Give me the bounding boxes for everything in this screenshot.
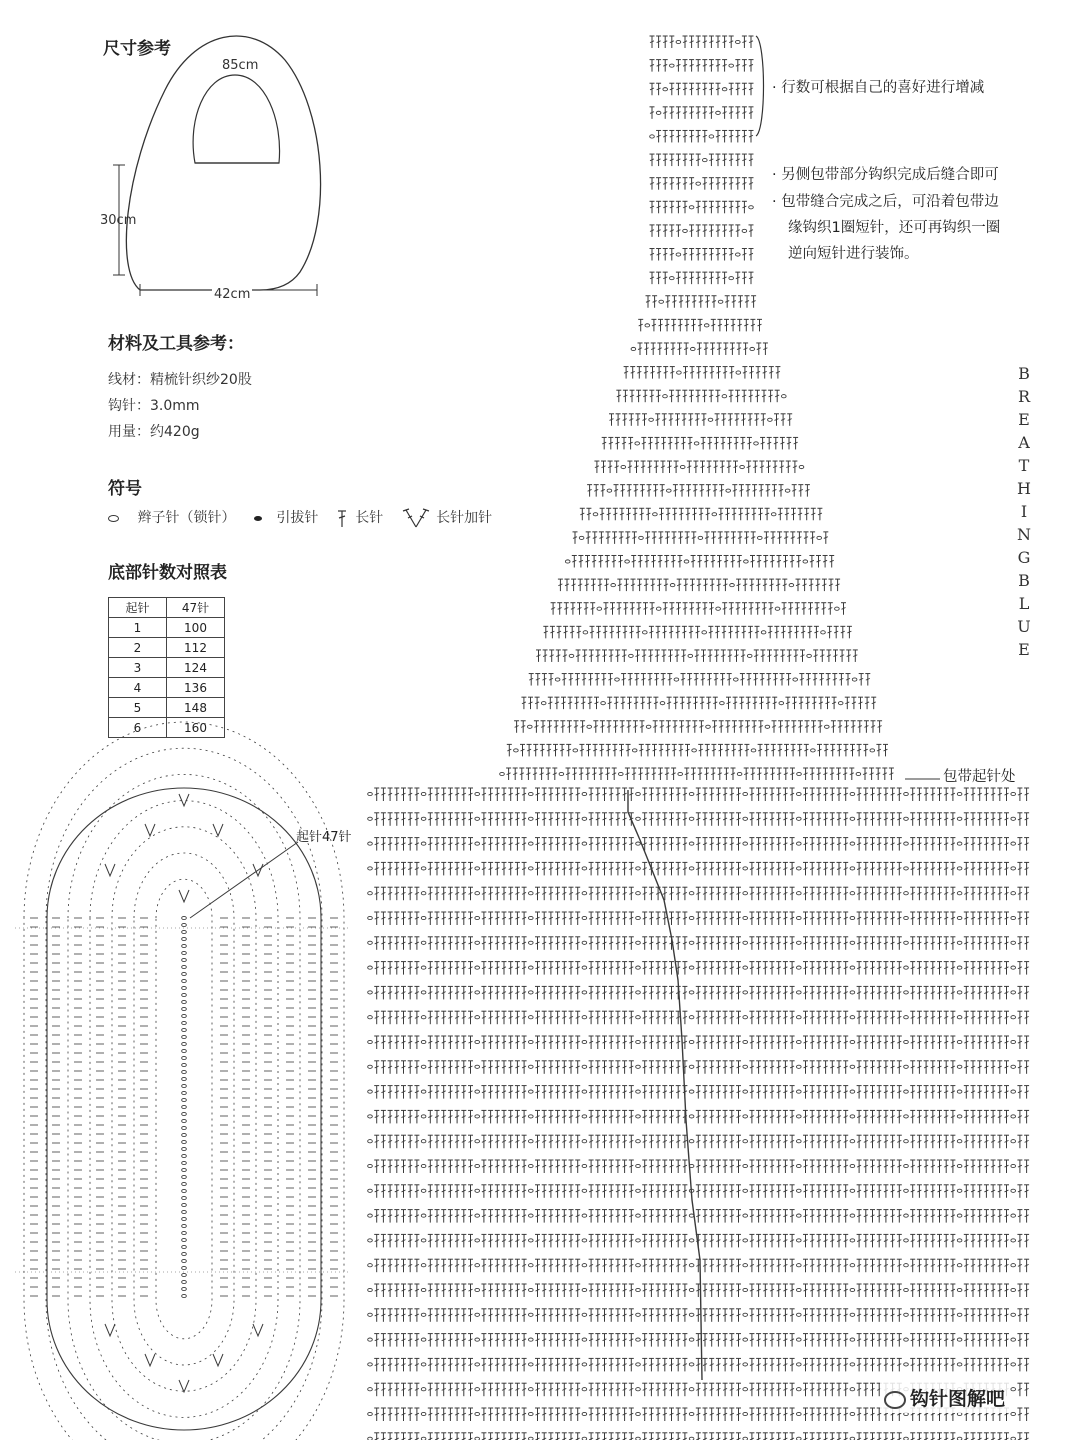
table-header-cell: 47针: [167, 598, 225, 618]
strap-row: [650, 272, 754, 284]
wechat-icon: [884, 1391, 906, 1409]
strap-row: [650, 107, 754, 119]
note-other-side: · 另侧包带部分钩织完成后缝合即可: [772, 167, 999, 183]
strap-row: [650, 154, 754, 166]
strap-row: [558, 579, 840, 591]
strap-row: [594, 461, 803, 473]
body-row: [368, 937, 1029, 950]
base-table-title: 底部针数对照表: [108, 563, 227, 583]
strap-row: [565, 555, 834, 567]
table-cell: 160: [167, 718, 225, 738]
body-row: [368, 1086, 1029, 1099]
strap-row: [650, 249, 754, 261]
body-row: [368, 1309, 1029, 1322]
materials-title: 材料及工具参考：: [108, 334, 244, 354]
body-row: [368, 1061, 1029, 1074]
height-label: 30cm: [100, 213, 137, 228]
body-row: [368, 887, 1029, 900]
table-cell: 4: [109, 678, 167, 698]
table-cell: 100: [167, 618, 225, 638]
strap-row: [646, 296, 757, 308]
strap-row: [650, 178, 754, 190]
symbols-title: 符号: [108, 479, 142, 499]
strap-row: [573, 532, 829, 544]
body-row: [368, 962, 1029, 975]
table-cell: 5: [109, 698, 167, 718]
body-row: [368, 1185, 1029, 1198]
strap-row: [624, 367, 781, 379]
body-row: [368, 813, 1029, 826]
strap-row: [631, 343, 768, 355]
strap-row: [650, 36, 754, 48]
body-row: [368, 912, 1029, 925]
slip-stitch-label: 引拔针: [276, 510, 319, 526]
table-cell: 136: [167, 678, 225, 698]
body-rows: [368, 788, 1029, 1440]
strap-row: [507, 744, 888, 756]
strap-row: [638, 319, 762, 331]
body-row: [368, 1210, 1029, 1223]
strap-row: [529, 674, 871, 686]
double-crochet-increase-label: 长针加针: [436, 510, 493, 526]
strap-row: [616, 390, 786, 402]
table-cell: 3: [109, 658, 167, 678]
note-edging-2: 缘钩织1圈短针，还可再钩织一圈: [788, 220, 1001, 236]
body-row: [368, 1160, 1029, 1173]
strap-row: [587, 485, 810, 497]
note-rows: · 行数可根据自己的喜好进行增减: [772, 80, 985, 96]
body-row: [368, 1011, 1029, 1024]
brand-vertical-text: B R E A T H I N G B L U E: [1017, 364, 1031, 659]
body-row: [368, 1110, 1029, 1123]
body-row: [368, 788, 1029, 801]
strap-length-label: 85cm: [222, 58, 259, 73]
width-label: 42cm: [214, 287, 251, 302]
body-row: [368, 1135, 1029, 1148]
strap-rows: [500, 36, 894, 780]
body-row: [368, 838, 1029, 851]
table-cell: 112: [167, 638, 225, 658]
body-row: [368, 1259, 1029, 1272]
table-header-cell: 起针: [109, 598, 167, 618]
strap-row: [536, 650, 858, 662]
body-row: [368, 862, 1029, 875]
body-row: [368, 1334, 1029, 1347]
strap-row: [514, 721, 882, 733]
strap-row: [650, 225, 754, 237]
table-cell: 2: [109, 638, 167, 658]
watermark-text: 钩针图解吧: [880, 1382, 1009, 1413]
strap-row: [580, 508, 823, 520]
body-row: [368, 1433, 1029, 1440]
strap-row: [521, 697, 876, 709]
strap-row: [609, 414, 792, 426]
strap-row: [650, 130, 754, 142]
table-cell: 148: [167, 698, 225, 718]
double-crochet-label: 长针: [355, 510, 384, 526]
strap-row: [543, 626, 852, 638]
strap-row: [602, 437, 798, 449]
body-row: [368, 1284, 1029, 1297]
chain-stitch-label: 辫子针（锁针）: [137, 510, 236, 526]
start-chain-label: 起针47针: [296, 830, 352, 845]
table-cell: 1: [109, 618, 167, 638]
table-cell: 6: [109, 718, 167, 738]
note-edging-1: · 包带缝合完成之后，可沿着包带边: [772, 194, 999, 210]
strap-row: [551, 603, 846, 615]
size-reference-title: 尺寸参考: [103, 39, 171, 59]
body-row: [368, 1036, 1029, 1049]
table-cell: 124: [167, 658, 225, 678]
note-edging-3: 逆向短针进行装饰。: [788, 246, 919, 262]
strap-row: [650, 83, 754, 95]
body-row: [368, 1358, 1029, 1371]
strap-row: [650, 201, 754, 213]
strap-row: [500, 768, 894, 780]
strap-start-label: 包带起针处: [943, 769, 1016, 785]
strap-row: [650, 60, 754, 72]
material-hook: 钩针：3.0mm: [108, 398, 200, 414]
material-amount: 用量：约420g: [108, 424, 200, 440]
body-row: [368, 986, 1029, 999]
material-yarn: 线材：精梳针织纱20股: [108, 372, 252, 388]
